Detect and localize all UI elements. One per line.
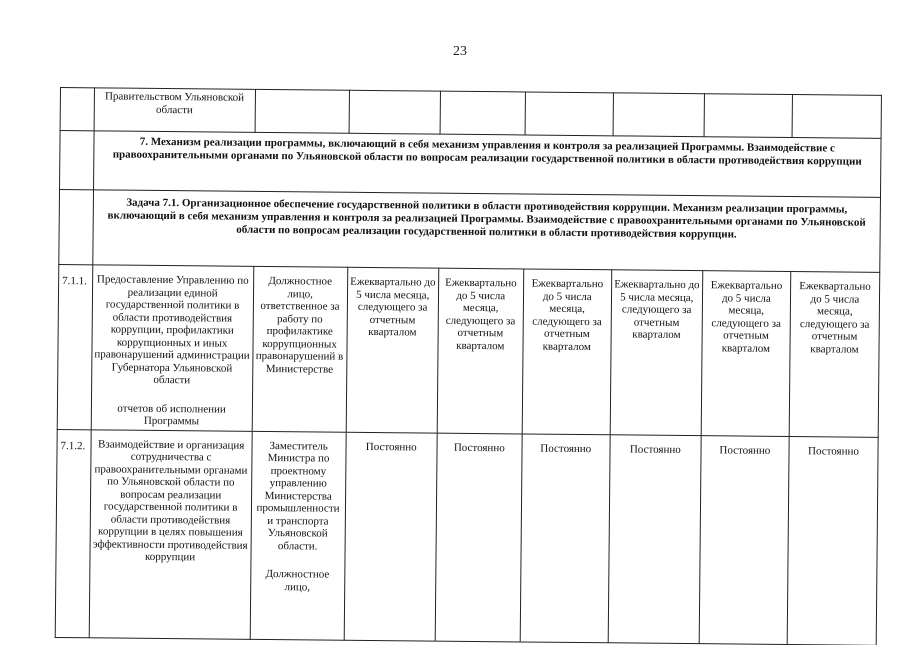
table-cell-term: Ежеквартально до 5 числа месяца, следующего за отчетным кварталом <box>346 267 439 432</box>
item-number: 7.1.2. <box>55 429 91 637</box>
task-heading: Задача 7.1. Организационное обеспечение государственной политики в области противодействия коррупции. Механизм реализации программы, включающий в себя механизм управления и контроля за реализацией Программы. Взаимодействие с правоохранительными органами по Ульяновской области по вопросам реализации государственной политики в области противодействия коррупции. <box>93 190 881 273</box>
table-row-section-7 <box>60 131 882 198</box>
table-cell-term: Постоянно <box>787 436 878 645</box>
table-cell <box>613 93 705 137</box>
program-table <box>55 87 882 645</box>
table-cell-term: Постоянно <box>520 433 610 642</box>
table-cell-action: Предоставление Управлению по реализации единой государственной политики в области противодействия коррупции, профилактики коррупционных и иных правонарушений администрации Губернатора Ульяновской области отчетов об исполнении Программы <box>91 265 253 431</box>
table-cell-term: Ежеквартально до 5 числа месяца, следующего за отчетным кварталом <box>610 270 703 435</box>
table-cell-term: Ежеквартально до 5 числа месяца, следующего за отчетным кварталом <box>437 268 524 433</box>
page-number: 23 <box>453 44 467 59</box>
table-cell-term: Постоянно <box>344 432 437 641</box>
table-cell <box>60 131 94 190</box>
table-cell-term: Постоянно <box>608 434 701 643</box>
table-cell <box>440 91 525 135</box>
table-row <box>55 429 878 645</box>
table-cell-responsible: Должностное лицо, ответственное за работу по профилактике коррупционных правонарушений в Министерстве <box>252 266 348 431</box>
table-cell-action: Правительством Ульяновской области <box>94 88 255 133</box>
table-cell <box>525 92 613 136</box>
table-cell <box>704 94 792 138</box>
table-cell <box>60 88 94 131</box>
table-cell <box>59 190 93 265</box>
section-heading: 7. Механизм реализации программы, включающий в себя механизм управления и контроля за реализацией Программы. Взаимодействие с правоохранительными органами по Ульяновской области по вопросам реализации государственной политики в области противодействия коррупции <box>93 131 881 198</box>
table-cell <box>255 89 350 133</box>
table-cell-term: Ежеквартально до 5 числа месяца, следующего за отчетным кварталом <box>522 269 612 434</box>
table-cell-term: Постоянно <box>699 435 789 644</box>
table-cell <box>349 90 441 134</box>
table-cell-term: Ежеквартально до 5 числа месяца, следующего за отчетным кварталом <box>701 271 791 436</box>
table-cell <box>792 95 882 139</box>
table-cell-term: Постоянно <box>435 433 522 642</box>
table-cell-term: Ежеквартально до 5 числа месяца, следующего за отчетным кварталом <box>789 272 880 437</box>
table-cell-action: Взаимодействие и организация сотрудничества с правоохранительными органами по Ульяновской области по вопросам реализации государственной политики в области противодействия коррупции в целях повышения эффективности противодействия коррупции <box>89 429 252 639</box>
item-number: 7.1.1. <box>57 264 92 429</box>
table-row-task-7-1 <box>59 190 881 273</box>
table-cell-responsible: Заместитель Министра по проектному управлению Министерства промышленности и транспорта Ульяновской области. Должностное лицо, <box>250 431 346 640</box>
table-row <box>57 264 880 436</box>
